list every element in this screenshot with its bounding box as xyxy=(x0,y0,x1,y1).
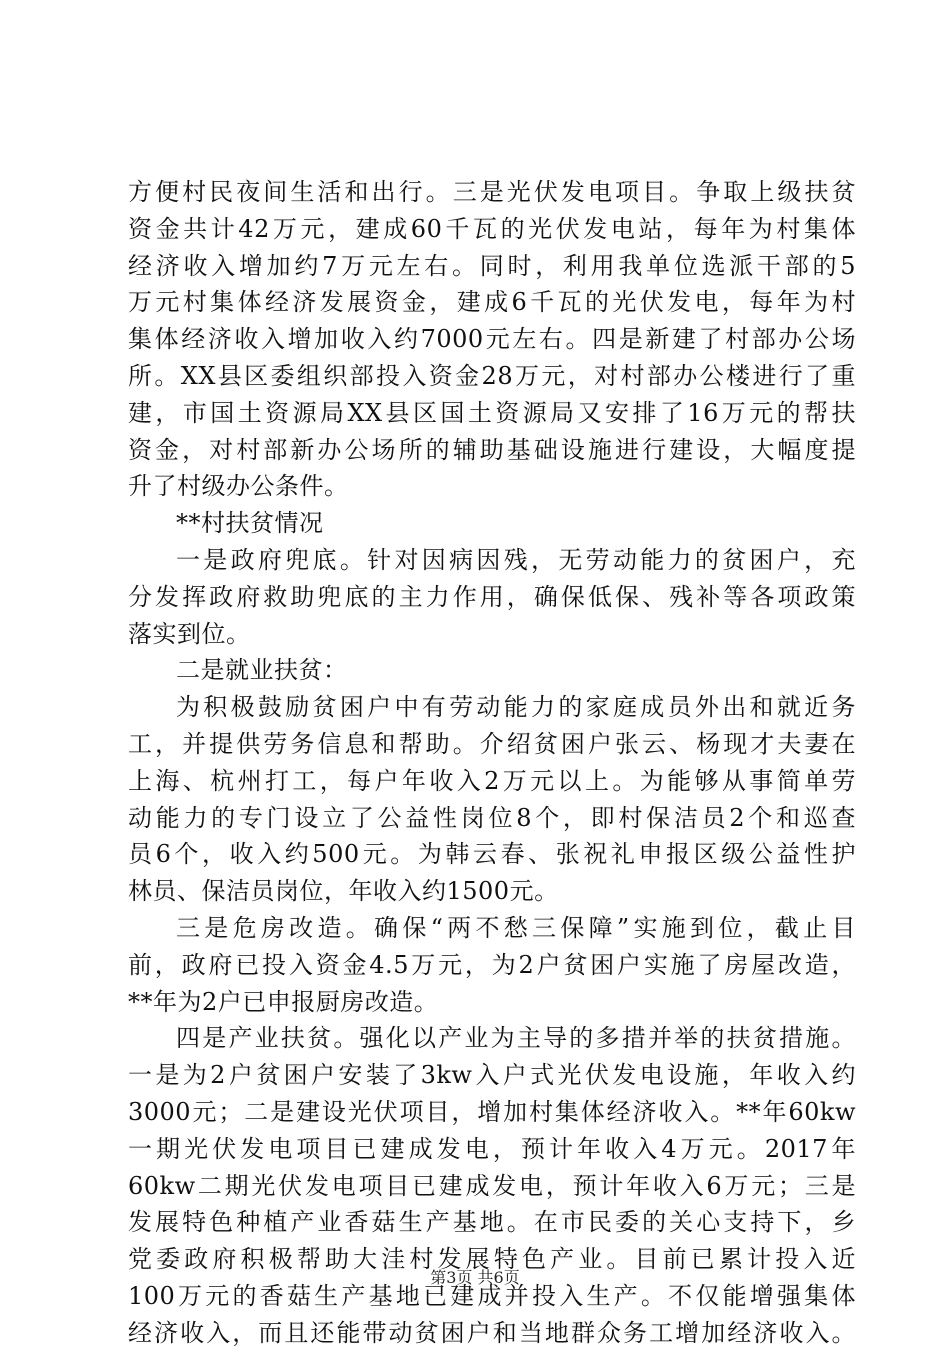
body-line: 动能力的专门设立了公益性岗位8个，即村保洁员2个和巡查 xyxy=(128,803,856,832)
body-line: 经济收入增加约7万元左右。同时，利用我单位选派干部的5 xyxy=(128,251,856,280)
body-line: 一期光伏发电项目已建成发电，预计年收入4万元。2017年 xyxy=(128,1134,856,1163)
body-line: 一是政府兜底。针对因病因残，无劳动能力的贫困户，充 xyxy=(176,545,856,574)
body-line: 前，政府已投入资金4.5万元，为2户贫困户实施了房屋改造， xyxy=(128,950,856,979)
body-line: 资金共计42万元，建成60千瓦的光伏发电站，每年为村集体 xyxy=(128,214,856,243)
body-line: 工，并提供劳务信息和帮助。介绍贫困户张云、杨现才夫妻在 xyxy=(128,729,856,758)
body-line: 经济收入，而且还能带动贫困户和当地群众务工增加经济收入。 xyxy=(128,1318,856,1347)
body-line: 一是为2户贫困户安装了3kw入户式光伏发电设施，年收入约 xyxy=(128,1061,856,1090)
body-line: 分发挥政府救助兜底的主力作用，确保低保、残补等各项政策 xyxy=(128,582,856,611)
body-line: 上海、杭州打工，每户年收入2万元以上。为能够从事简单劳 xyxy=(128,766,856,795)
body-line: 员6个，收入约500元。为韩云春、张祝礼申报区级公益性护 xyxy=(128,840,856,869)
body-line: 发展特色种植产业香菇生产基地。在市民委的关心支持下，乡 xyxy=(128,1208,856,1237)
body-line: 升了村级办公条件。 xyxy=(128,472,349,501)
body-line: 三是危房改造。确保“两不愁三保障”实施到位，截止目 xyxy=(176,913,856,942)
body-line: 为积极鼓励贫困户中有劳动能力的家庭成员外出和就近务 xyxy=(176,693,856,722)
body-line: 二是就业扶贫： xyxy=(176,656,348,685)
body-line: 党委政府积极帮助大洼村发展特色产业。目前已累计投入近 xyxy=(128,1245,856,1274)
body-line: 60kw二期光伏发电项目已建成发电，预计年收入6万元；三是 xyxy=(128,1171,856,1200)
body-line: 3000元；二是建设光伏项目，增加村集体经济收入。**年60kw xyxy=(128,1097,856,1126)
body-line: 100万元的香菇生产基地已建成并投入生产。不仅能增强集体 xyxy=(128,1281,856,1310)
body-line: 落实到位。 xyxy=(128,619,251,648)
body-line: 林员、保洁员岗位，年收入约1500元。 xyxy=(128,877,559,906)
body-line: 集体经济收入增加收入约7000元左右。四是新建了村部办公场 xyxy=(128,325,856,354)
body-line: 所。XX县区委组织部投入资金28万元，对村部办公楼进行了重 xyxy=(128,361,856,390)
body-line: 万元村集体经济发展资金，建成6千瓦的光伏发电，每年为村 xyxy=(128,288,856,317)
body-line: 四是产业扶贫。强化以产业为主导的多措并举的扶贫措施。 xyxy=(176,1024,856,1053)
body-line: 方便村民夜间生活和出行。三是光伏发电项目。争取上级扶贫 xyxy=(128,178,856,206)
page-footer: 第3页 共6页 xyxy=(430,1268,520,1287)
body-line: 建，市国土资源局XX县区国土资源局又安排了16万元的帮扶 xyxy=(128,398,856,427)
body-line: **村扶贫情况 xyxy=(176,509,324,538)
body-line: **年为2户已申报厨房改造。 xyxy=(128,987,439,1016)
body-line: 资金，对村部新办公场所的辅助基础设施进行建设，大幅度提 xyxy=(128,435,856,464)
document-body xyxy=(128,174,856,1352)
